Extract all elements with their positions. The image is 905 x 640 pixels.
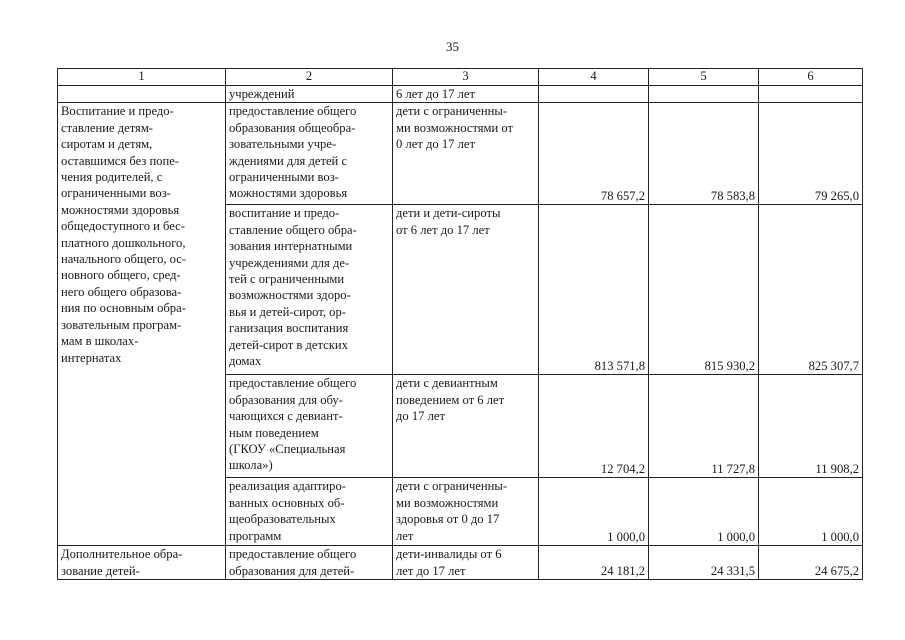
service-cell: учреждений xyxy=(226,86,393,103)
table-row xyxy=(58,86,863,103)
page-number: 35 xyxy=(446,39,459,54)
recipient-cell: 6 лет до 17 лет xyxy=(393,86,539,103)
recipient-cell: дети с ограниченны- ми возможностями здоровья от 0 до 17 лет xyxy=(393,478,539,546)
recipient-cell: дети-инвалиды от 6 лет до 17 лет xyxy=(393,546,539,580)
value-year2 xyxy=(649,86,759,103)
value-year2: 24 331,5 xyxy=(649,546,759,580)
value-year3: 825 307,7 xyxy=(759,205,863,375)
recipient-cell: дети с ограниченны- ми возможностями от 0 лет до 17 лет xyxy=(393,103,539,205)
table-row xyxy=(58,546,863,580)
header-cell-2: 2 xyxy=(226,69,393,86)
value-year2: 1 000,0 xyxy=(649,478,759,546)
header-cell-5: 5 xyxy=(649,69,759,86)
header-cell-6: 6 xyxy=(759,69,863,86)
table-row xyxy=(58,103,863,205)
value-year1: 24 181,2 xyxy=(539,546,649,580)
value-year3: 1 000,0 xyxy=(759,478,863,546)
header-cell-3: 3 xyxy=(393,69,539,86)
value-year2: 11 727,8 xyxy=(649,375,759,478)
value-year2: 815 930,2 xyxy=(649,205,759,375)
header-cell-1: 1 xyxy=(58,69,226,86)
table-header-row xyxy=(58,69,863,86)
value-year3 xyxy=(759,86,863,103)
service-cell: воспитание и предо- ставление общего обра- зования интернатными учреждениями для де- тей с ограниченными возможностями здоро- вья и детей-сирот, ор- ганизация воспитания детей-сирот в детских домах xyxy=(226,205,393,375)
value-year1: 12 704,2 xyxy=(539,375,649,478)
recipient-cell: дети и дети-сироты от 6 лет до 17 лет xyxy=(393,205,539,375)
service-cell: предоставление общего образования для обу- чающихся с девиант- ным поведением (ГКОУ «Специальная школа») xyxy=(226,375,393,478)
recipient-cell: дети с девиантным поведением от 6 лет до 17 лет xyxy=(393,375,539,478)
group-cell-empty xyxy=(58,86,226,103)
value-year1: 1 000,0 xyxy=(539,478,649,546)
header-cell-4: 4 xyxy=(539,69,649,86)
service-cell: реализация адаптиро- ванных основных об- щеобразовательных программ xyxy=(226,478,393,546)
value-year3: 79 265,0 xyxy=(759,103,863,205)
value-year2: 78 583,8 xyxy=(649,103,759,205)
value-year1: 813 571,8 xyxy=(539,205,649,375)
value-year3: 11 908,2 xyxy=(759,375,863,478)
value-year3: 24 675,2 xyxy=(759,546,863,580)
value-year1: 78 657,2 xyxy=(539,103,649,205)
group-cell: Воспитание и предо- ставление детям- сиротам и детям, оставшимся без попе- чения родителей, с ограниченными воз- можностями здоровья общедоступного и бес- платного дошкольного, начального общего, ос- новного общего, сред- него общего образова- ния по основным обра- зовательным програм- мам в школах- интернатах xyxy=(58,103,226,546)
value-year1 xyxy=(539,86,649,103)
service-cell: предоставление общего образования общеобра- зовательными учре- ждениями для детей с ограниченными воз- можностями здоровья xyxy=(226,103,393,205)
group-cell: Дополнительное обра- зование детей- xyxy=(58,546,226,580)
budget-table xyxy=(57,68,863,580)
service-cell: предоставление общего образования для детей- xyxy=(226,546,393,580)
